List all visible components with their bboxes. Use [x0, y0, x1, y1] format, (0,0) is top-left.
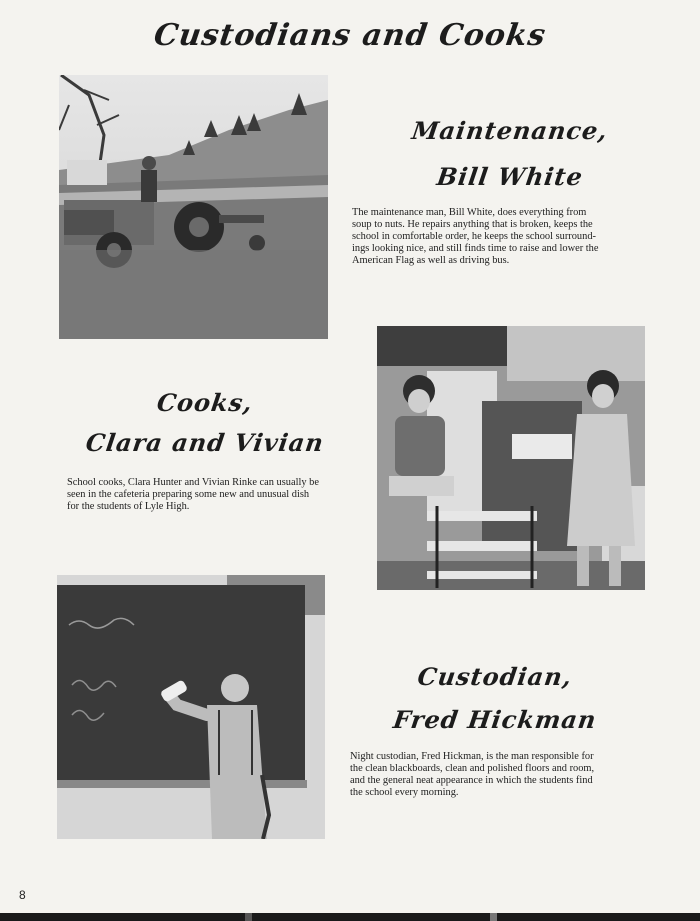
maintenance-line-5: American Flag as well as driving bus.: [352, 255, 510, 266]
custodian-heading-line1: Custodian,: [415, 662, 575, 691]
tractor-photo: [59, 75, 328, 339]
cooks-heading-line2: Clara and Vivian: [84, 428, 326, 457]
bottom-scan-edge: [0, 913, 700, 921]
custodian-line-3: and the general neat appearance in which the students find: [350, 775, 593, 786]
custodian-heading-line2: Fred Hickman: [391, 705, 599, 734]
custodian-line-2: the clean blackboards, clean and polished floors and room,: [350, 763, 595, 774]
page-title: Custodians and Cooks: [151, 18, 549, 53]
cooks-photo-image: [377, 326, 645, 590]
cooks-line-3: for the students of Lyle High.: [67, 501, 190, 512]
cooks-line-1: School cooks, Clara Hunter and Vivian Rinke can usually be: [67, 477, 319, 488]
cooks-photo: [377, 326, 645, 590]
maintenance-line-4: ings looking nice, and still finds time to raise and lower the: [352, 243, 599, 254]
cooks-line-2: seen in the cafeteria preparing some new and unusual dish: [67, 489, 310, 500]
maintenance-line-1: The maintenance man, Bill White, does everything from: [352, 207, 587, 218]
maintenance-paragraph: [352, 207, 652, 267]
custodian-line-1: Night custodian, Fred Hickman, is the man responsible for: [350, 751, 594, 762]
cooks-heading-line1: Cooks,: [155, 388, 255, 417]
custodian-paragraph: [350, 751, 660, 799]
cooks-paragraph: [67, 477, 372, 513]
maintenance-heading-line1: Maintenance,: [410, 116, 610, 145]
custodian-photo: [57, 575, 325, 839]
page-number: 8: [19, 888, 26, 902]
tractor-photo-image: [59, 75, 328, 339]
maintenance-heading-line2: Bill White: [435, 162, 585, 191]
custodian-photo-image: [57, 575, 325, 839]
maintenance-line-3: school in comfortable order, he keeps the school surround-: [352, 231, 596, 242]
maintenance-line-2: soup to nuts. He repairs anything that is broken, keeps the: [352, 219, 593, 230]
custodian-line-4: the school every morning.: [350, 787, 459, 798]
